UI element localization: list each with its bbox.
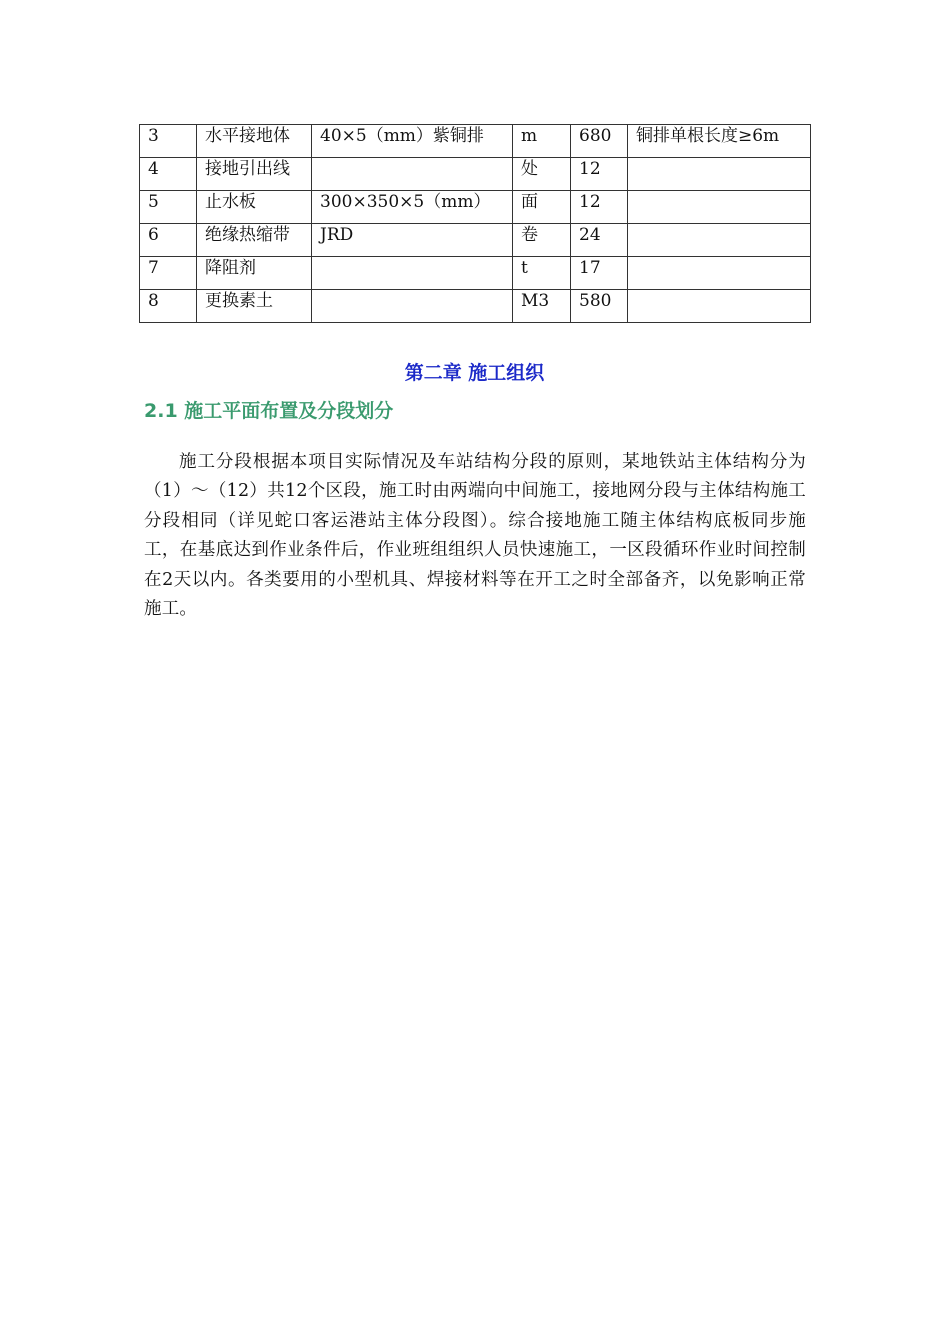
table-row bbox=[140, 158, 811, 191]
cell-quantity: 24 bbox=[571, 224, 628, 257]
cell-quantity: 580 bbox=[571, 290, 628, 323]
section-paragraph: 施工分段根据本项目实际情况及车站结构分段的原则，某地铁站主体结构分为（1）～（12）共12个区段，施工时由两端向中间施工，接地网分段与主体结构施工分段相同（详见蛇口客运港站主体分段图）。综合接地施工随主体结构底板同步施工，在基底达到作业条件后，作业班组组织人员快速施工，一区段循环作业时间控制在2天以内。各类要用的小型机具、焊接材料等在开工之时全部备齐，以免影响正常施工。 bbox=[144, 451, 806, 619]
table-row bbox=[140, 125, 811, 158]
cell-name: 止水板 bbox=[197, 191, 312, 224]
cell-remark: 铜排单根长度≥6m bbox=[628, 125, 811, 158]
cell-quantity: 17 bbox=[571, 257, 628, 290]
chapter-title: 第二章 施工组织 bbox=[404, 362, 545, 384]
table-row bbox=[140, 257, 811, 290]
cell-spec: JRD bbox=[312, 224, 513, 257]
table-row bbox=[140, 191, 811, 224]
cell-quantity: 680 bbox=[571, 125, 628, 158]
cell-quantity: 12 bbox=[571, 191, 628, 224]
cell-spec bbox=[312, 290, 513, 323]
cell-remark bbox=[628, 257, 811, 290]
cell-name: 更换素土 bbox=[197, 290, 312, 323]
cell-remark bbox=[628, 191, 811, 224]
cell-remark bbox=[628, 224, 811, 257]
materials-table bbox=[139, 124, 811, 323]
cell-index: 8 bbox=[140, 290, 197, 323]
cell-index: 4 bbox=[140, 158, 197, 191]
cell-unit: M3 bbox=[513, 290, 571, 323]
table-row bbox=[140, 290, 811, 323]
cell-unit: 卷 bbox=[513, 224, 571, 257]
cell-unit: m bbox=[513, 125, 571, 158]
cell-remark bbox=[628, 290, 811, 323]
cell-unit: 面 bbox=[513, 191, 571, 224]
cell-unit: t bbox=[513, 257, 571, 290]
table-row bbox=[140, 224, 811, 257]
cell-name: 接地引出线 bbox=[197, 158, 312, 191]
cell-index: 3 bbox=[140, 125, 197, 158]
cell-spec: 300×350×5（mm） bbox=[312, 191, 513, 224]
cell-quantity: 12 bbox=[571, 158, 628, 191]
cell-spec bbox=[312, 158, 513, 191]
cell-spec bbox=[312, 257, 513, 290]
cell-spec: 40×5（mm）紫铜排 bbox=[312, 125, 513, 158]
section-title: 2.1 施工平面布置及分段划分 bbox=[144, 400, 394, 422]
cell-index: 7 bbox=[140, 257, 197, 290]
cell-name: 绝缘热缩带 bbox=[197, 224, 312, 257]
cell-name: 水平接地体 bbox=[197, 125, 312, 158]
cell-name: 降阻剂 bbox=[197, 257, 312, 290]
cell-index: 5 bbox=[140, 191, 197, 224]
cell-unit: 处 bbox=[513, 158, 571, 191]
cell-index: 6 bbox=[140, 224, 197, 257]
cell-remark bbox=[628, 158, 811, 191]
